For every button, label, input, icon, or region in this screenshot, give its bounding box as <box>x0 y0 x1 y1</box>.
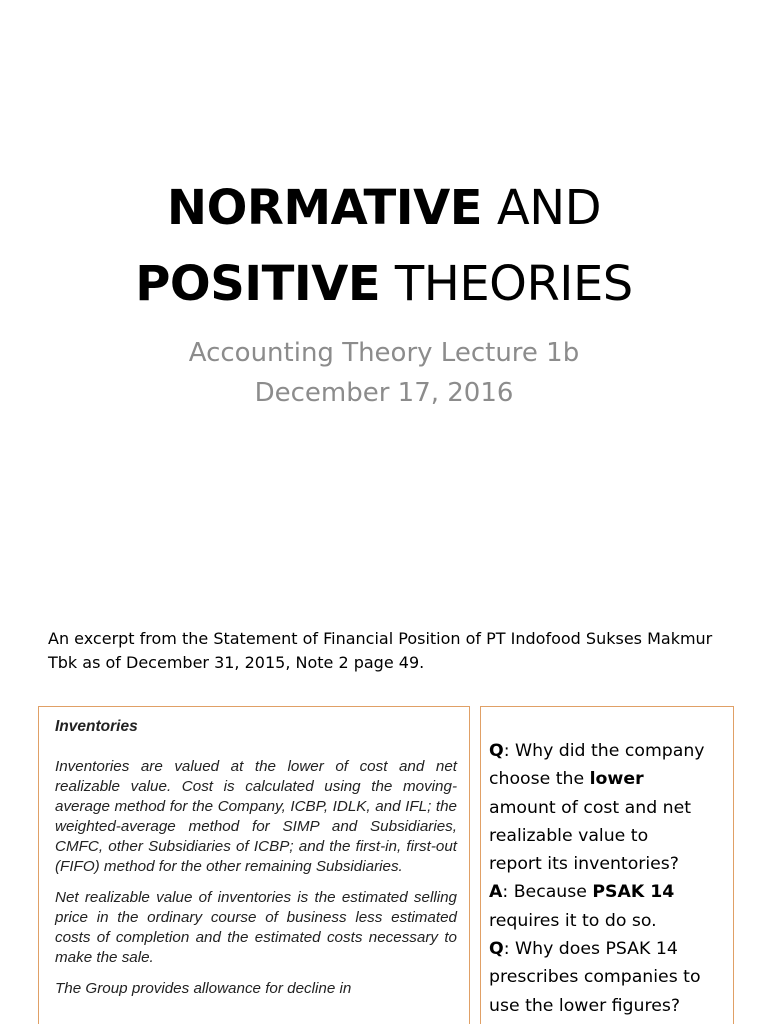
title-theories: THEORIES <box>380 256 633 312</box>
title-normative: NORMATIVE <box>166 180 483 236</box>
qa-line <box>489 935 727 963</box>
qa-separator: : <box>502 882 514 903</box>
qa-separator: : <box>503 741 516 761</box>
excerpt-paragraph-2: Net realizable value of inventories is the estimated selling price in the ordinary course of business less estimated costs of completion and the estimated costs necessary to make the sale. <box>55 889 457 966</box>
excerpt-paragraph-3: The Group provides allowance for decline in <box>55 980 352 997</box>
question-label: Q <box>489 939 504 960</box>
qa-box <box>480 706 734 1024</box>
title-positive: POSITIVE <box>135 256 381 312</box>
qa-content <box>481 707 733 1020</box>
qa-line <box>489 878 727 906</box>
qa-line: prescribes companies to <box>489 967 701 988</box>
excerpt-content <box>39 707 469 999</box>
excerpt-paragraph-1: Inventories are valued at the lower of cost and net realizable value. Cost is calculated using the moving-average method for the Company, ICBP, IDLK, and IFL; the weighted-average method for SIMP and Subsidiaries, CMFC, other Subsidiaries of ICBP; and the first-in, first-out (FIFO) method for the other remaining Subsidiaries. <box>55 758 457 875</box>
qa-line: report its inventories? <box>489 854 679 875</box>
qa-text: Because <box>513 882 593 903</box>
title-line-2 <box>0 246 768 322</box>
title-line-1 <box>0 170 768 246</box>
qa-line <box>489 737 727 765</box>
slide-subtitle <box>0 333 768 413</box>
qa-text: choose the <box>489 769 590 790</box>
qa-line: use the lower figures? <box>489 995 681 1016</box>
qa-emphasis: lower <box>589 769 644 790</box>
excerpt-box <box>38 706 470 1024</box>
qa-separator: : <box>503 939 516 960</box>
qa-line: requires it to do so. <box>489 910 657 931</box>
qa-text: Why does PSAK 14 <box>515 939 678 960</box>
question-label: Q <box>489 741 504 761</box>
answer-label: A <box>489 882 503 903</box>
qa-line <box>489 765 727 793</box>
subtitle-date: December 17, 2016 <box>254 378 514 408</box>
qa-line: amount of cost and net <box>489 797 692 818</box>
qa-line: realizable value to <box>489 825 649 846</box>
excerpt-heading: Inventories <box>55 718 138 735</box>
title-and: AND <box>482 180 602 236</box>
qa-text: Why did the company <box>515 741 705 761</box>
slide-title <box>0 170 768 322</box>
subtitle-lecture: Accounting Theory Lecture 1b <box>188 338 580 368</box>
intro-text: An excerpt from the Statement of Financial Position of PT Indofood Sukses Makmur Tbk as of December 31, 2015, Note 2 page 49. <box>48 629 713 672</box>
qa-emphasis: PSAK 14 <box>592 882 675 903</box>
